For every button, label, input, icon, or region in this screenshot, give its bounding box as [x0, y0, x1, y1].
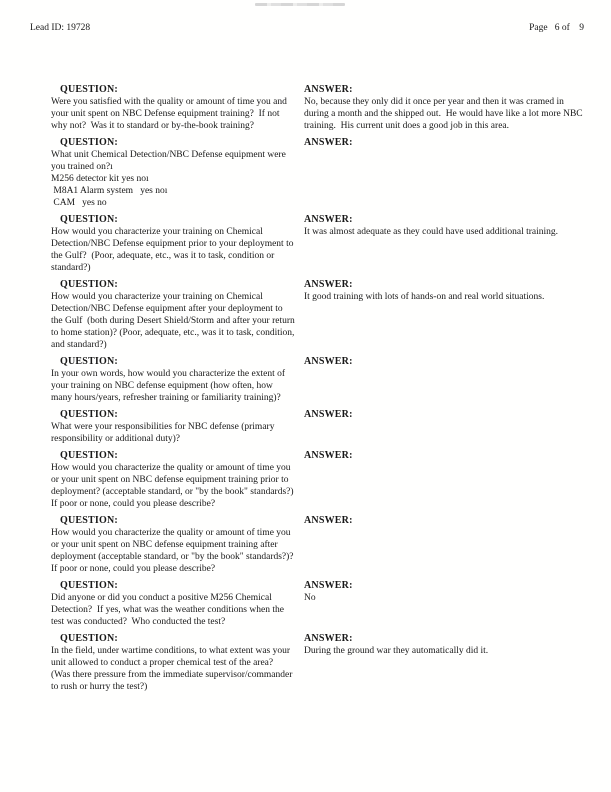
question-label: QUESTION:: [60, 84, 118, 95]
question-text: [51, 226, 296, 274]
answer-label: ANSWER:: [304, 580, 353, 591]
qa-row: [51, 84, 585, 132]
question-text: [51, 462, 296, 510]
question-column: [51, 580, 304, 628]
question-paragraph: Were you satisfied with the quality or amount of time you and your unit spent on NBC Defense equipment training? If not why not? Was it to standard or by-the-book training?: [51, 97, 290, 131]
qa-row: [51, 633, 585, 693]
question-paragraph: How would you characterize your training on Chemical Detection/NBC Defense equipment after your deployment to the Gulf (both during Desert Shield/Storm and after your return to home station)? (Poor, adequate, etc., was it to task, condition, and standard?): [51, 292, 298, 350]
question-column: [51, 633, 304, 693]
question-label: QUESTION:: [60, 409, 118, 420]
qa-row: [51, 515, 585, 575]
answer-paragraph: No: [304, 593, 316, 603]
answer-column: [304, 515, 585, 575]
question-text: [51, 421, 296, 445]
question-paragraph: How would you characterize the quality or amount of time you or your unit spent on NBC defense equipment training prior to deployment? (acceptable standard, or "by the book" standards?) If poor or none, could you please describe?: [51, 463, 296, 509]
answer-text: [304, 226, 585, 238]
answer-paragraph: No, because they only did it once per year and then it was cramed in during a month and the shipped out. He would have like a lot more NBC training. His current unit does a good job in this area.: [304, 97, 585, 131]
answer-paragraph: During the ground war they automatically did it.: [304, 646, 489, 656]
question-text: [51, 645, 296, 693]
answer-label: ANSWER:: [304, 450, 353, 461]
scan-artifact-mark: [255, 3, 345, 6]
answer-column: [304, 84, 585, 132]
question-text: [51, 149, 296, 209]
question-text: [51, 96, 296, 132]
question-paragraph: How would you characterize the quality or amount of time you or your unit spent on NBC defense equipment training after deployment (acceptable standard, or "by the book" standards?)? If poor or none, could you please describe?: [51, 528, 299, 574]
question-paragraph: Did anyone or did you conduct a positive M256 Chemical Detection? If yes, what was the weather conditions when the test was conducted? Who conducted the test?: [51, 593, 287, 627]
question-paragraph: In your own words, how would you characterize the extent of your training on NBC defense equipment (how often, how many hours/years, refresher training or familiarity training)?: [51, 369, 288, 403]
answer-text: [304, 96, 585, 132]
question-label: QUESTION:: [60, 450, 118, 461]
question-column: [51, 409, 304, 445]
answer-column: [304, 214, 585, 274]
page-number: Page 6 of 9: [529, 23, 584, 33]
question-paragraph: M8A1 Alarm system yes noı: [51, 186, 168, 196]
answer-text: [304, 592, 585, 604]
answer-paragraph: It was almost adequate as they could have used additional training.: [304, 227, 559, 237]
answer-text: [304, 645, 585, 657]
question-paragraph: How would you characterize your training on Chemical Detection/NBC Defense equipment prior to your deployment to the Gulf? (Poor, adequate, etc., was it to task, condition or standard?): [51, 227, 296, 273]
qa-row: [51, 580, 585, 628]
answer-column: [304, 409, 585, 445]
question-text: [51, 592, 296, 628]
answer-column: [304, 633, 585, 693]
answer-text: [304, 291, 585, 303]
qa-row: [51, 450, 585, 510]
answer-column: [304, 137, 585, 209]
answer-label: ANSWER:: [304, 84, 353, 95]
question-column: [51, 515, 304, 575]
question-paragraph: M256 detector kit yes noı: [51, 174, 149, 184]
question-label: QUESTION:: [60, 580, 118, 591]
qa-list: [51, 84, 585, 693]
answer-label: ANSWER:: [304, 633, 353, 644]
question-label: QUESTION:: [60, 515, 118, 526]
answer-label: ANSWER:: [304, 409, 353, 420]
answer-column: [304, 450, 585, 510]
qa-row: [51, 137, 585, 209]
question-label: QUESTION:: [60, 279, 118, 290]
qa-row: [51, 214, 585, 274]
qa-row: [51, 279, 585, 351]
question-paragraph: What were your responsibilities for NBC defense (primary responsibility or additional duty)?: [51, 422, 277, 444]
answer-label: ANSWER:: [304, 137, 353, 148]
page-header: [30, 22, 584, 34]
question-column: [51, 84, 304, 132]
question-paragraph: In the field, under wartime conditions, to what extent was your unit allowed to conduct a proper chemical test of the area? (Was there pressure from the immediate supervisor/commander to rush or hurry the test?): [51, 646, 295, 692]
answer-label: ANSWER:: [304, 214, 353, 225]
question-text: [51, 368, 296, 404]
qa-row: [51, 356, 585, 404]
question-label: QUESTION:: [60, 356, 118, 367]
question-column: [51, 279, 304, 351]
answer-column: [304, 279, 585, 351]
answer-label: ANSWER:: [304, 356, 353, 367]
answer-column: [304, 580, 585, 628]
question-column: [51, 450, 304, 510]
question-label: QUESTION:: [60, 633, 118, 644]
question-paragraph: CAM yes no: [51, 198, 107, 208]
question-label: QUESTION:: [60, 137, 118, 148]
answer-paragraph: It good training with lots of hands-on and real world situations.: [304, 292, 545, 302]
question-column: [51, 356, 304, 404]
question-column: [51, 214, 304, 274]
answer-label: ANSWER:: [304, 515, 353, 526]
question-paragraph: What unit Chemical Detection/NBC Defense equipment were you trained on?ı: [51, 150, 289, 172]
question-text: [51, 291, 296, 351]
question-text: [51, 527, 299, 575]
question-column: [51, 137, 304, 209]
lead-id: Lead ID: 19728: [30, 23, 91, 33]
answer-label: ANSWER:: [304, 279, 353, 290]
qa-row: [51, 409, 585, 445]
answer-column: [304, 356, 585, 404]
question-label: QUESTION:: [60, 214, 118, 225]
